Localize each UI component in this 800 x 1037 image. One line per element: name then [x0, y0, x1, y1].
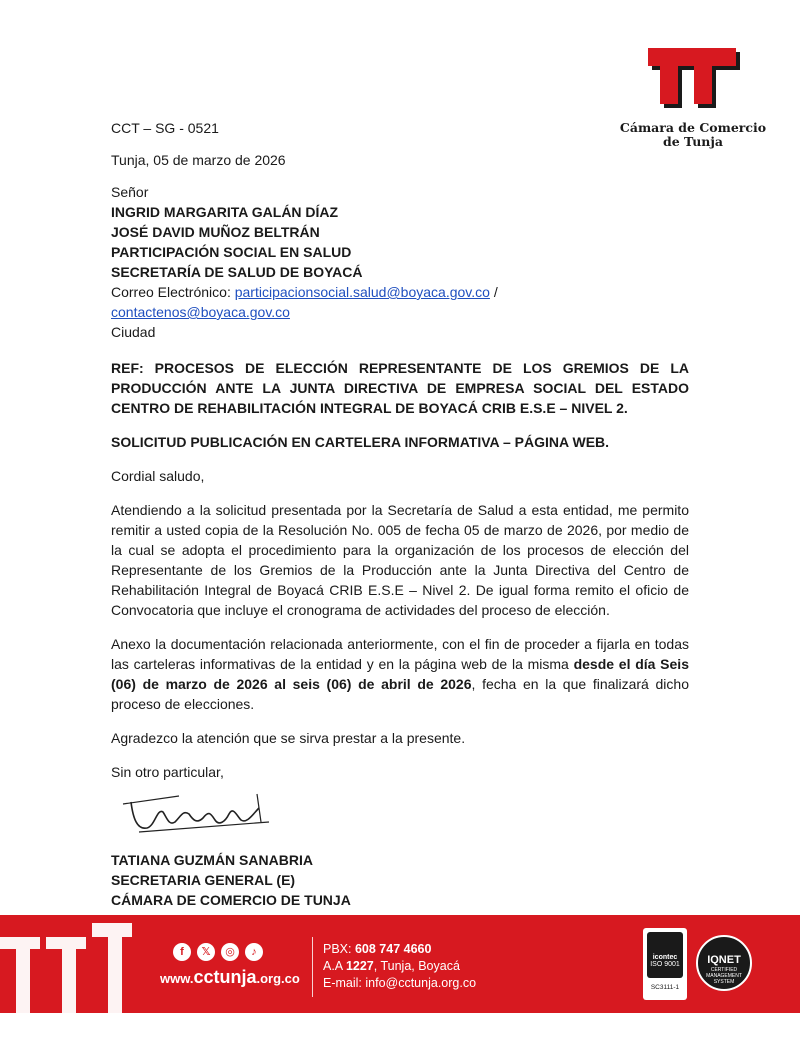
iqnet-certification	[696, 935, 752, 991]
social-icons	[173, 943, 263, 961]
footer-divider	[312, 937, 313, 997]
icontec-badge	[647, 932, 683, 978]
email-label: Correo Electrónico:	[111, 284, 235, 300]
facebook-icon[interactable]: f	[173, 943, 191, 961]
signer-role: SECRETARIA GENERAL (E)	[111, 872, 296, 888]
address-box: 1227	[345, 959, 374, 973]
recipient-3: PARTICIPACIÓN SOCIAL EN SALUD	[111, 244, 352, 260]
salutation-title: Señor	[111, 184, 149, 200]
icontec-certification	[643, 928, 687, 1000]
address-line	[323, 958, 476, 975]
pbx-label: PBX:	[323, 942, 355, 956]
iqnet-label: IQNET	[707, 954, 741, 966]
contact-info	[323, 941, 476, 992]
paragraph-2-end: , fecha en la que finalizará dicho proceso de elecciones.	[111, 676, 689, 712]
web-main: cctunja	[193, 967, 257, 987]
x-twitter-icon[interactable]: 𝕏	[197, 943, 215, 961]
request-subject: SOLICITUD PUBLICACIÓN EN CARTELERA INFORMATIVA – PÁGINA WEB.	[111, 434, 610, 450]
web-prefix: www.	[160, 971, 194, 986]
recipient-2: JOSÉ DAVID MUÑOZ BELTRÁN	[111, 224, 320, 240]
greeting: Cordial saludo,	[111, 468, 205, 484]
closing: Sin otro particular,	[111, 764, 224, 780]
reference-code: CCT – SG - 0521	[111, 120, 219, 136]
letter-body	[111, 118, 689, 930]
footer-banner	[0, 915, 800, 1013]
footer-logo-icon	[0, 915, 140, 1013]
website-link[interactable]	[160, 967, 300, 988]
email-link-1[interactable]: participacionsocial.salud@boyaca.gov.co	[234, 284, 490, 300]
instagram-icon[interactable]: ◎	[221, 943, 239, 961]
email-link-2[interactable]: contactenos@boyaca.gov.co	[111, 304, 290, 320]
email-line-2	[111, 302, 689, 322]
paragraph-2-dates: desde el día Seis (06) de marzo de 2026 al seis (06) de abril de 2026	[111, 656, 689, 692]
tiktok-icon[interactable]: ♪	[245, 943, 263, 961]
paragraph-2	[111, 634, 689, 714]
handwritten-signature-icon	[119, 792, 279, 842]
address-prefix: A.A	[323, 959, 346, 973]
icontec-label: icontec	[652, 954, 678, 961]
web-suffix: .org.co	[256, 971, 300, 986]
logo-line-2: de Tunja	[663, 134, 723, 149]
thanks: Agradezco la atención que se sirva prestar a la presente.	[111, 730, 466, 746]
cct-logo-icon	[646, 44, 746, 116]
recipient-4: SECRETARÍA DE SALUD DE BOYACÁ	[111, 264, 363, 280]
place-date: Tunja, 05 de marzo de 2026	[111, 152, 286, 168]
certificate-code: SC3111-1	[650, 984, 680, 991]
logo-line-1: Cámara de Comercio	[619, 120, 767, 135]
city: Ciudad	[111, 324, 156, 340]
paragraph-1: Atendiendo a la solicitud presentada por la Secretaría de Salud a esta entidad, me permito remitir a usted copia de la Resolución No. 005 de fecha 05 de marzo de 2026, por medio de la cual se adopta el procedimiento para la organización de los procesos de elección del Representante de los Gremios de la Producción ante la Junta Directiva del Centro de Rehabilitación Integral de Boyacá CRIB E.S.E – Nivel 2. De igual forma remito el oficio de Convocatoria que incluye el cronograma de actividades del proceso de elección.	[111, 502, 689, 618]
iso-label: ISO 9001	[650, 961, 680, 968]
iqnet-subtitle: CERTIFIED MANAGEMENT SYSTEM	[706, 967, 742, 985]
reference-subject: REF: PROCESOS DE ELECCIÓN REPRESENTANTE DE LOS GREMIOS DE LA PRODUCCIÓN ANTE LA JUNTA DIRECTIVA DE EMPRESA SOCIAL DEL ESTADO CENTRO DE REHABILITACIÓN INTEGRAL DE BOYACÁ CRIB E.S.E – NIVEL 2.	[111, 360, 689, 416]
email-separator: /	[489, 284, 498, 300]
address-rest: , Tunja, Boyacá	[373, 959, 460, 973]
signer-name: TATIANA GUZMÁN SANABRIA	[111, 852, 313, 868]
signature-area	[111, 788, 689, 850]
email-line	[111, 282, 689, 302]
pbx-line	[323, 941, 476, 958]
signer-organization: CÁMARA DE COMERCIO DE TUNJA	[111, 892, 351, 908]
pbx-number: 608 747 4660	[354, 942, 432, 956]
footer-email[interactable]: E-mail: info@cctunja.org.co	[323, 976, 477, 990]
recipient-1: INGRID MARGARITA GALÁN DÍAZ	[111, 204, 339, 220]
paragraph-2-start: Anexo la documentación relacionada anteriormente, con el fin de proceder a fijarla en todas las carteleras informativas de la entidad y en la página web de la misma	[111, 636, 689, 672]
